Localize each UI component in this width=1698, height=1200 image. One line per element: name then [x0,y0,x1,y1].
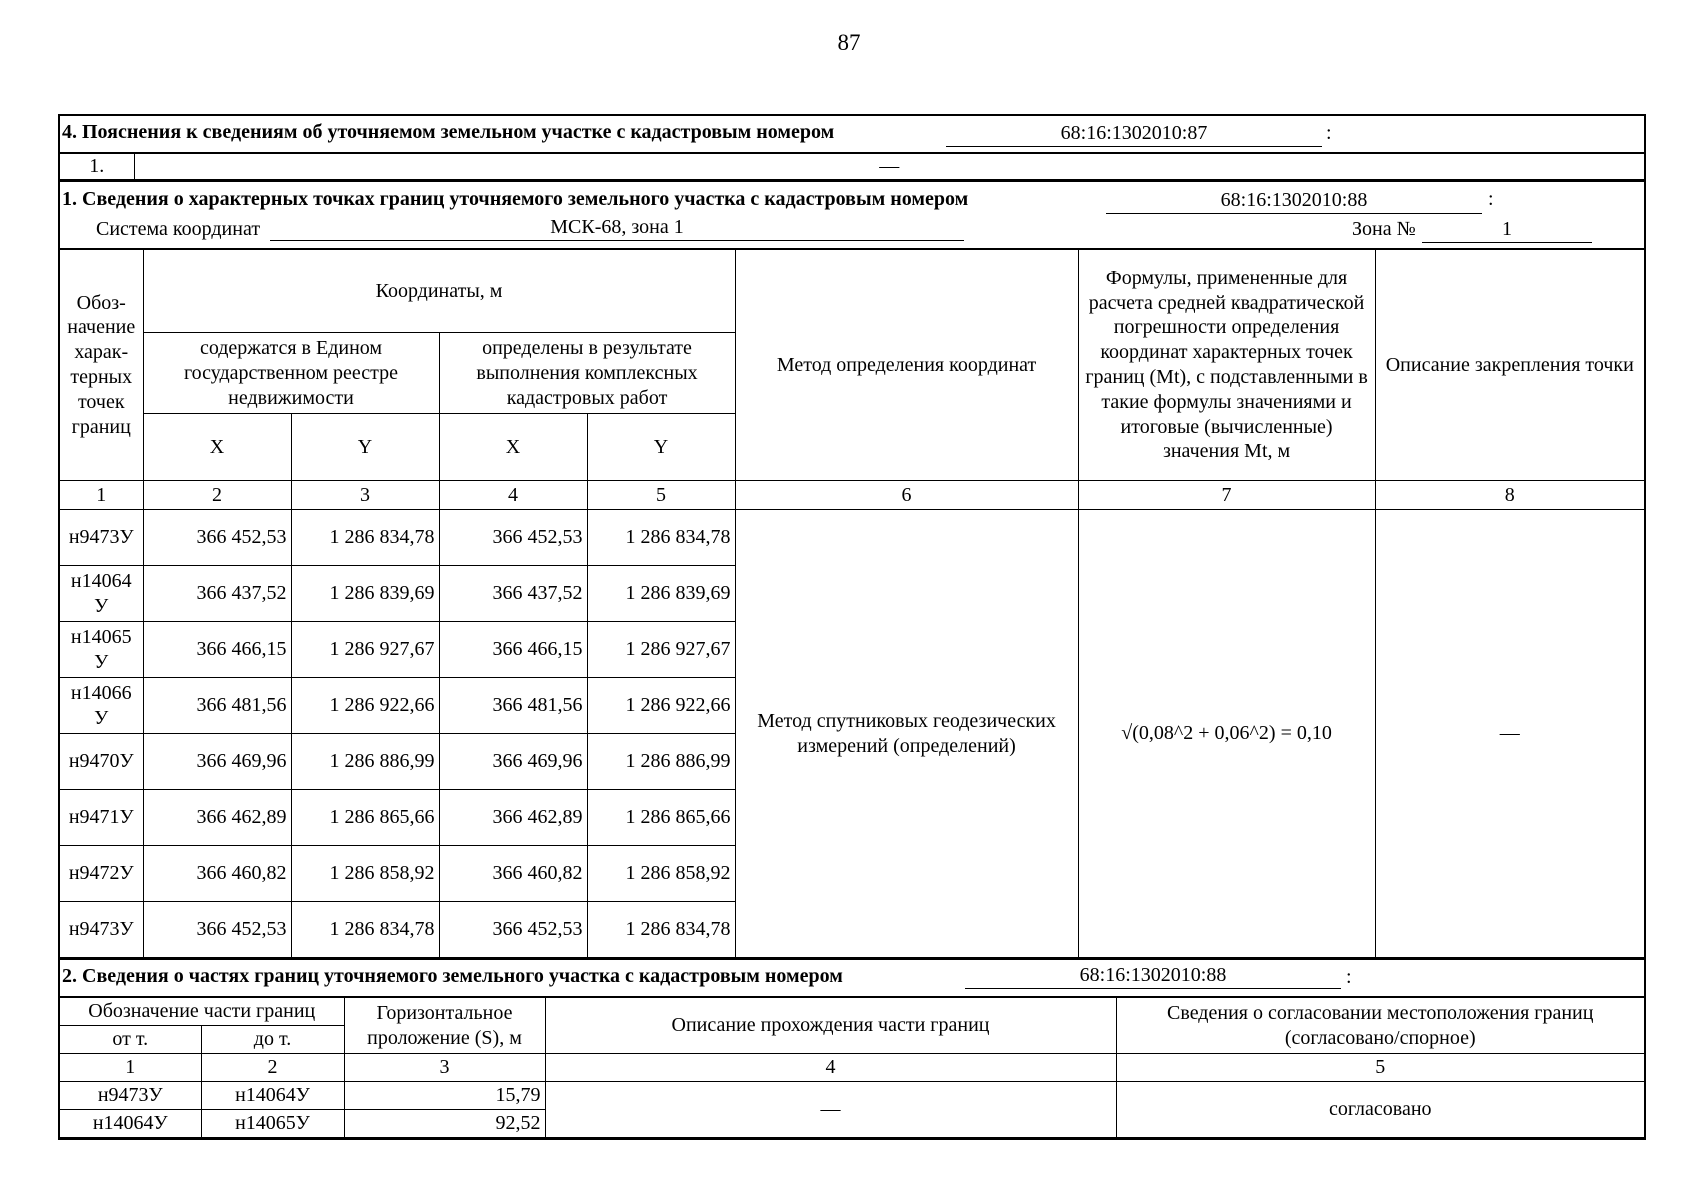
col-number: 8 [1375,481,1644,510]
section1-cadastral-number: 68:16:1302010:88 [1106,187,1482,214]
section1-title: 1. Сведения о характерных точках границ уточняемого земельного участка с кадастровым номером [62,187,969,210]
section4-header [60,116,1644,152]
coord-system-label: Система координат [96,217,261,240]
col-number: 3 [344,1053,545,1081]
y2-value: 1 286 865,66 [587,790,735,846]
section4-title: 4. Пояснения к сведениям об уточняемом земельном участке с кадастровым номером [62,121,835,143]
passage-header: Описание прохождения части границ [545,997,1116,1053]
x2-value: 366 460,82 [439,846,587,902]
to-header: до т. [201,1025,344,1053]
point-name: н9470У [60,734,143,790]
col-number: 1 [60,481,143,510]
x1-header: X [143,414,291,481]
agreement-header: Сведения о согласовании местоположения границ (согласовано/спорное) [1116,997,1644,1053]
point-name: н9472У [60,846,143,902]
point-name: н9473У [60,902,143,958]
section1-header [60,180,1644,248]
col-number: 3 [291,481,439,510]
coordinates-header: Координаты, м [143,249,735,333]
col-number: 5 [1116,1053,1644,1081]
s2-header-row-1 [60,997,1644,1025]
method-value: Метод спутниковых геодезических измерений (определений) [735,510,1078,958]
description-header: Описание закрепления точки [1375,249,1644,481]
y2-value: 1 286 834,78 [587,510,735,566]
section4-row [60,153,1644,179]
page-number: 87 [837,30,861,55]
section4-colon: : [1326,122,1332,144]
description-value: — [1375,510,1644,958]
x1-value: 366 481,56 [143,678,291,734]
section4-row-text: — [134,153,1644,179]
from-header: от т. [60,1025,201,1053]
x2-value: 366 481,56 [439,678,587,734]
y1-value: 1 286 886,99 [291,734,439,790]
cadastral-document [58,114,1646,1140]
designation-header: Обоз-начение харак-терных точек границ [60,249,143,481]
section2-cadastral-number: 68:16:1302010:88 [965,962,1341,989]
agreement-value: согласовано [1116,1081,1644,1137]
x2-header: X [439,414,587,481]
x1-value: 366 466,15 [143,622,291,678]
x1-value: 366 452,53 [143,510,291,566]
point-name: н14065 У [60,622,143,678]
x1-value: 366 437,52 [143,566,291,622]
section2-header [60,958,1644,996]
zone-label: Зона № [1352,217,1416,240]
coord-system-value: МСК-68, зона 1 [270,214,964,241]
section2-colon: : [1346,966,1352,989]
table-row [60,510,1644,566]
part-header: Обозначение части границ [60,997,344,1025]
table-row [60,1081,1644,1109]
x1-value: 366 462,89 [143,790,291,846]
col-number: 4 [545,1053,1116,1081]
point-name: н14064 У [60,566,143,622]
col-number: 6 [735,481,1078,510]
section4-table [60,152,1644,180]
y1-value: 1 286 834,78 [291,902,439,958]
section2-title: 2. Сведения о частях границ уточняемого земельного участка с кадастровым номером [62,965,843,988]
x2-value: 366 462,89 [439,790,587,846]
horizontal-header: Горизонтальное проложение (S), м [344,997,545,1053]
section4-row-number: 1. [60,153,134,179]
col-number: 2 [143,481,291,510]
formula-value: √(0,08^2 + 0,06^2) = 0,10 [1078,510,1375,958]
x2-value: 366 466,15 [439,622,587,678]
kkr-header: определены в результате выполнения комплексных кадастровых работ [439,333,735,414]
y1-value: 1 286 839,69 [291,566,439,622]
from-point: н9473У [60,1081,201,1109]
col-number: 1 [60,1053,201,1081]
y2-value: 1 286 839,69 [587,566,735,622]
zone-value: 1 [1422,216,1592,243]
boundary-parts-table [60,996,1644,1138]
header-row-1 [60,249,1644,333]
y1-value: 1 286 922,66 [291,678,439,734]
s2-column-numbers-row [60,1053,1644,1081]
y1-value: 1 286 834,78 [291,510,439,566]
to-point: н14065У [201,1109,344,1137]
point-name: н9471У [60,790,143,846]
x2-value: 366 452,53 [439,902,587,958]
method-header: Метод определения координат [735,249,1078,481]
passage-value: — [545,1081,1116,1137]
col-number: 4 [439,481,587,510]
x2-value: 366 437,52 [439,566,587,622]
column-numbers-row [60,481,1644,510]
horizontal-value: 15,79 [344,1081,545,1109]
section4-cadastral-number: 68:16:1302010:87 [946,120,1322,147]
y2-value: 1 286 834,78 [587,902,735,958]
y1-header: Y [291,414,439,481]
horizontal-value: 92,52 [344,1109,545,1137]
y2-value: 1 286 922,66 [587,678,735,734]
point-name: н14066 У [60,678,143,734]
x2-value: 366 469,96 [439,734,587,790]
formulas-header: Формулы, примененные для расчета средней квадратической погрешности определения координат характерных точек границ (Mt), с подставленными в такие формулы значениями и итоговые (вычисленные) значения Mt, м [1078,249,1375,481]
y1-value: 1 286 858,92 [291,846,439,902]
section1-colon: : [1488,187,1494,210]
y2-value: 1 286 886,99 [587,734,735,790]
y2-header: Y [587,414,735,481]
y2-value: 1 286 858,92 [587,846,735,902]
from-point: н14064У [60,1109,201,1137]
y2-value: 1 286 927,67 [587,622,735,678]
x1-value: 366 460,82 [143,846,291,902]
x1-value: 366 452,53 [143,902,291,958]
egrn-header: содержатся в Едином государственном реестре недвижимости [143,333,439,414]
coordinates-table [60,248,1644,959]
y1-value: 1 286 927,67 [291,622,439,678]
col-number: 7 [1078,481,1375,510]
x2-value: 366 452,53 [439,510,587,566]
point-name: н9473У [60,510,143,566]
col-number: 2 [201,1053,344,1081]
col-number: 5 [587,481,735,510]
y1-value: 1 286 865,66 [291,790,439,846]
to-point: н14064У [201,1081,344,1109]
x1-value: 366 469,96 [143,734,291,790]
